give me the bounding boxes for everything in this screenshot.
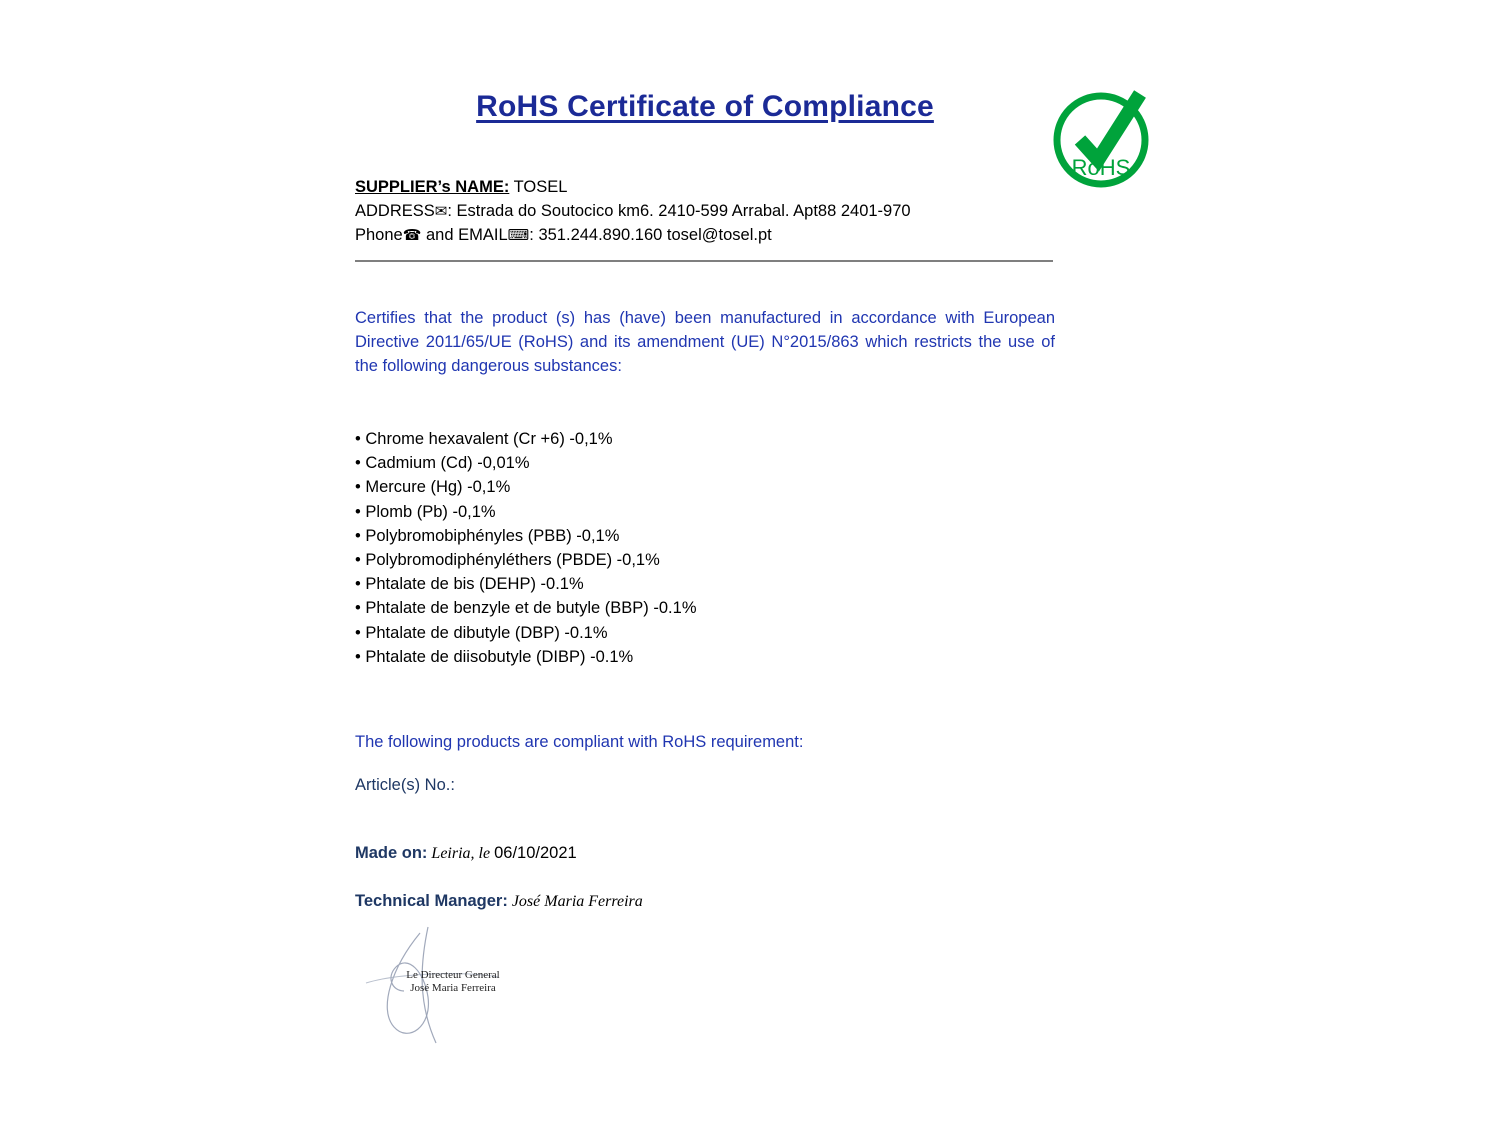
technical-manager-line [355,892,1055,911]
title-block [355,90,1055,124]
article-label: Article(s) No.: [355,776,455,794]
address-label: ADDRESS [355,202,435,220]
made-on-label: Made on: [355,844,428,862]
supplier-address-line [355,199,1055,223]
rohs-logo-label: RoHS [1071,155,1131,180]
substance-item: • Plomb (Pb) -0,1% [355,500,1055,524]
supplier-name-line [355,175,1055,199]
technical-manager-label: Technical Manager: [355,892,508,910]
supplier-name-label: SUPPLIER’s NAME: [355,178,510,196]
supplier-name-value: TOSEL [509,178,568,196]
signature-text [388,969,518,995]
substance-item: • Cadmium (Cd) -0,01% [355,451,1055,475]
substance-item: • Mercure (Hg) -0,1% [355,475,1055,499]
divider-rule [355,260,1053,262]
made-on-line [355,844,1055,863]
envelope-icon: ✉ [434,202,448,220]
signature-line2: José Maria Ferreira [410,982,496,994]
address-value: : Estrada do Soutocico km6. 2410-599 Arrabal. Apt88 2401-970 [447,202,911,220]
rohs-logo [1050,80,1152,190]
contact-value: : 351.244.890.160 tosel@tosel.pt [529,226,772,244]
email-label: and EMAIL [421,226,508,244]
signature-line1: Le Directeur General [406,969,500,981]
signature-block [358,925,533,1050]
phone-label: Phone [355,226,403,244]
rohs-check-icon [1050,80,1152,190]
made-on-date: 06/10/2021 [494,844,577,862]
technical-manager-name: José Maria Ferreira [507,893,643,910]
supplier-contact-line [355,223,1055,247]
certification-paragraph: Certifies that the product (s) has (have) been manufactured in accordance with European Directive 2011/65/UE (RoHS) and its amendment (UE) N°2015/863 which restricts the use of the following dangerous substances: [355,309,1055,375]
substance-item: • Phtalate de dibutyle (DBP) -0.1% [355,621,1055,645]
substance-item: • Polybromodiphényléthers (PBDE) -0,1% [355,548,1055,572]
supplier-block [355,175,1055,247]
substance-item: • Phtalate de diisobutyle (DIBP) -0.1% [355,645,1055,669]
substance-item: • Polybromobiphényles (PBB) -0,1% [355,524,1055,548]
substance-item: • Chrome hexavalent (Cr +6) -0,1% [355,427,1055,451]
substance-item: • Phtalate de benzyle et de butyle (BBP) -0.1% [355,596,1055,620]
page-title: RoHS Certificate of Compliance [476,90,934,123]
compliance-statement: The following products are compliant with RoHS requirement: [355,733,804,751]
phone-icon: ☎ [402,226,422,244]
substances-block [355,427,1055,669]
substances-list [355,427,1055,669]
keyboard-icon: ⌨ [507,226,530,244]
made-on-place: Leiria, le [427,845,495,862]
substance-item: • Phtalate de bis (DEHP) -0.1% [355,572,1055,596]
